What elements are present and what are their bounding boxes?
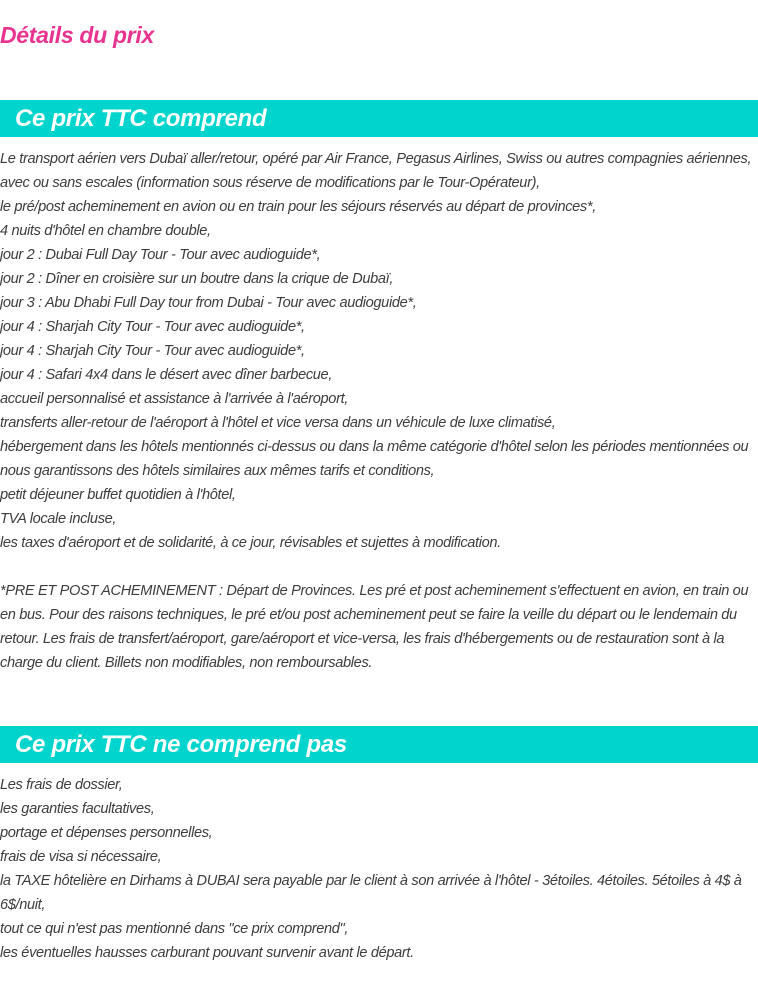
price-excludes-section: [0, 726, 758, 965]
list-item: Le transport aérien vers Dubaï aller/retour, opéré par Air France, Pegasus Airlines, Swiss ou autres compagnies aériennes, avec ou sans escales (information sous réserve de modifications par le Tour-Opérateur),: [0, 151, 752, 191]
list-item: jour 2 : Dubai Full Day Tour - Tour avec audioguide*,: [0, 247, 321, 263]
list-item: tout ce qui n'est pas mentionné dans "ce prix comprend",: [0, 921, 349, 937]
includes-list: [0, 147, 758, 675]
list-item: jour 4 : Sharjah City Tour - Tour avec audioguide*,: [0, 343, 305, 359]
list-item: les taxes d'aéroport et de solidarité, à ce jour, révisables et sujettes à modification.: [0, 535, 501, 551]
list-item: la TAXE hôtelière en Dirhams à DUBAI sera payable par le client à son arrivée à l'hôtel - 3étoiles. 4étoiles. 5étoiles à 4$ à 6$/nuit,: [0, 873, 742, 913]
list-item: jour 2 : Dîner en croisière sur un boutre dans la crique de Dubaï,: [0, 271, 394, 287]
list-item: jour 3 : Abu Dhabi Full Day tour from Dubai - Tour avec audioguide*,: [0, 295, 417, 311]
list-item: les éventuelles hausses carburant pouvant survenir avant le départ.: [0, 945, 414, 961]
list-item: petit déjeuner buffet quotidien à l'hôtel,: [0, 487, 236, 503]
list-item: jour 4 : Safari 4x4 dans le désert avec dîner barbecue,: [0, 367, 333, 383]
page-title: Détails du prix: [0, 22, 154, 48]
list-item: Les frais de dossier,: [0, 777, 123, 793]
list-item: frais de visa si nécessaire,: [0, 849, 162, 865]
list-item: transferts aller-retour de l'aéroport à l'hôtel et vice versa dans un véhicule de luxe climatisé,: [0, 415, 556, 431]
list-item: TVA locale incluse,: [0, 511, 117, 527]
list-item: jour 4 : Sharjah City Tour - Tour avec audioguide*,: [0, 319, 305, 335]
list-item: hébergement dans les hôtels mentionnés ci-dessus ou dans la même catégorie d'hôtel selon les périodes mentionnées ou nous garantissons des hôtels similaires aux mêmes tarifs et conditions,: [0, 439, 749, 479]
list-item: accueil personnalisé et assistance à l'arrivée à l'aéroport,: [0, 391, 348, 407]
list-item: portage et dépenses personnelles,: [0, 825, 213, 841]
list-item: les garanties facultatives,: [0, 801, 155, 817]
excludes-list: [0, 773, 758, 965]
list-item: 4 nuits d'hôtel en chambre double,: [0, 223, 211, 239]
price-includes-section: [0, 100, 758, 675]
list-item: le pré/post acheminement en avion ou en train pour les séjours réservés au départ de provinces*,: [0, 199, 596, 215]
excludes-header: Ce prix TTC ne comprend pas: [0, 726, 758, 763]
pre-post-transport-note: *PRE ET POST ACHEMINEMENT : Départ de Provinces. Les pré et post acheminement s'effectuent en avion, en train ou en bus. Pour des raisons techniques, le pré et/ou post acheminement peut se faire la veille du départ ou le lendemain du retour. Les frais de transfert/aéroport, gare/aéroport et vice-versa, les frais d'hébergements ou de restauration sont à la charge du client. Billets non modifiables, non remboursables.: [0, 583, 749, 671]
includes-header: Ce prix TTC comprend: [0, 100, 758, 137]
